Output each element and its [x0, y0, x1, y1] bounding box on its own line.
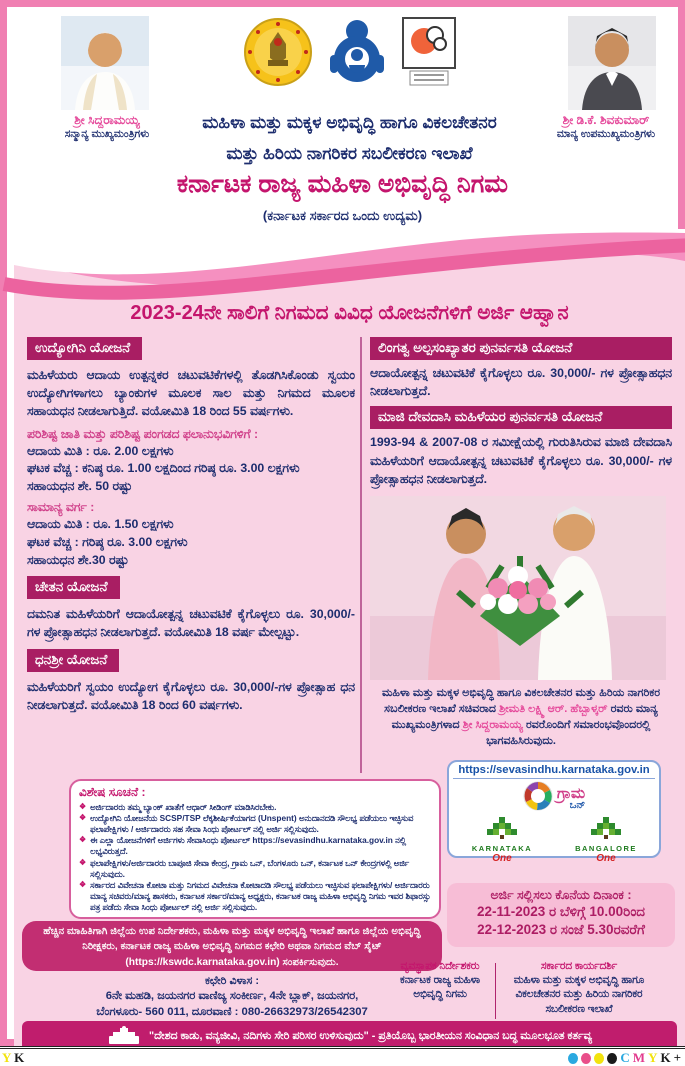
pink-body	[14, 229, 685, 1046]
deadline-box	[447, 883, 675, 947]
signatory-divider	[495, 963, 496, 1019]
print-letter-c: C	[620, 1050, 630, 1065]
bangalore-one-logo	[563, 817, 649, 864]
column-divider	[360, 337, 362, 773]
event-photo	[370, 496, 666, 680]
special-note-box	[69, 779, 441, 919]
footer-banner-text: "ದೇಶದ ಕಾಡು, ವನ್ಯಜೀವಿ, ನದಿಗಳು ಸೇರಿ ಪರಿಸರ ಉಳಿಸುವುದು" - ಪ್ರತಿಯೊಬ್ಬ ಭಾರತೀಯನ ಸಂವಿಧಾನ ಬದ್ಧ ಮೂಲಭೂತ ಕರ್ತವ್ಯ	[148, 1030, 593, 1042]
note-bullet-text: ಅರ್ಜಿದಾರರು ತಮ್ಮ ಬ್ಯಾಂಕ್ ಖಾತೆಗೆ ಆಧಾರ್ ಸೀಡಿಂಗ್ ಮಾಡಿಸಿರಬೇಕು.	[90, 802, 277, 812]
gen-line: ಆದಾಯ ಮಿತಿ : ರೂ. 1.50 ಲಕ್ಷಗಳು	[27, 517, 174, 532]
black-dot-icon	[607, 1053, 617, 1064]
print-marks-left	[2, 1050, 24, 1066]
kswdc-logo-icon	[402, 17, 456, 92]
dcm-photo	[568, 16, 656, 110]
secretary-org: ಮಹಿಳಾ ಮತ್ತು ಮಕ್ಕಳ ಅಭಿವೃದ್ಧಿ ಹಾಗೂ ವಿಕಲಚೇತನರ ಮತ್ತು ಹಿರಿಯ ನಾಗರಿಕರ ಸಬಲೀಕರಣ ಇಲಾಖೆ	[513, 975, 645, 1015]
one-word-kn: ಒನ್	[569, 800, 586, 811]
diamond-bullet-icon: ❖	[79, 857, 87, 867]
cm-name-inline: ಶ್ರೀ ಸಿದ್ದರಾಮಯ್ಯ	[462, 718, 523, 731]
diamond-bullet-icon: ❖	[79, 813, 87, 823]
dcm-name: ಶ್ರೀ ಡಿ.ಕೆ. ಶಿವಕುಮಾರ್	[562, 113, 650, 127]
dhanashree-body: ಮಹಿಳೆಯರಿಗೆ ಸ್ವಯಂ ಉದ್ಯೋಗ ಕೈಗೊಳ್ಳಲು ರೂ. 30,000/-ಗಳ ಪ್ರೋತ್ಸಾಹ ಧನ ನೀಡಲಾಗುತ್ತದೆ. ವಯೋಮಿತಿ 18 ರಿಂದ 60 ವರ್ಷಗಳು.	[27, 679, 355, 713]
department-line2: ಮತ್ತು ಹಿರಿಯ ನಾಗರಿಕರ ಸಬಲೀಕರಣ ಇಲಾಖೆ	[226, 144, 473, 163]
general-heading: ಸಾಮಾನ್ಯ ವರ್ಗ :	[27, 500, 95, 515]
sc-st-heading: ಪರಿಶಿಷ್ಟ ಜಾತಿ ಮತ್ತು ಪರಿಶಿಷ್ಟ ಪಂಗಡದ ಫಲಾನುಭವಿಗಳಿಗೆ :	[27, 426, 259, 441]
print-letter-k: K	[660, 1050, 671, 1065]
header-logos	[225, 17, 475, 91]
scheme-title-devadasi: ಮಾಜಿ ದೇವದಾಸಿ ಮಹಿಳೆಯರ ಪುನರ್ವಸತಿ ಯೋಜನೆ	[370, 406, 672, 429]
sc-line: ಆದಾಯ ಮಿತಿ : ರೂ. 2.00 ಲಕ್ಷಗಳು	[27, 443, 174, 458]
note-bullet	[79, 880, 431, 913]
note-bullet-text: ಫಲಾಪೇಕ್ಷಿಗಳು/ಅರ್ಜಿದಾರರು ಬಾಪೂಜಿ ಸೇವಾ ಕೇಂದ್ರ, ಗ್ರಾಮ ಒನ್, ಬೆಂಗಳೂರು ಒನ್, ಕರ್ನಾಟಕ ಒನ್ ಕೇಂದ್ರಗಳಲ್ಲಿ ಅರ್ಜಿ ಸಲ್ಲಿಸುವುದು.	[90, 857, 410, 879]
caption-part3: ರವರೊಂದಿಗೆ ಸಮಾರಂಭವೊಂದರಲ್ಲಿ ಭಾಗವಹಿಸಿರುವುದು.	[486, 718, 651, 747]
mother-child-icon	[328, 19, 386, 90]
wave-decoration	[14, 229, 685, 309]
karnataka-one-logo	[459, 817, 545, 864]
grama-one-logo	[453, 781, 655, 816]
deadline-heading: ಅರ್ಜಿ ಸಲ್ಲಿಸಲು ಕೊನೆಯ ದಿನಾಂಕ :	[490, 888, 632, 902]
one-logos-row	[453, 817, 655, 864]
office-address-heading: ಕಛೇರಿ ವಿಳಾಸ :	[204, 975, 260, 987]
sevasindhu-portal-box	[447, 760, 661, 864]
karnataka-emblem-icon	[244, 18, 312, 91]
sc-line: ಸಹಾಯಧನ ಶೇ. 50 ರಷ್ಟು	[27, 479, 133, 494]
bangalore-one-name: BANGALORE	[575, 844, 637, 853]
note-bullet	[79, 813, 431, 835]
deadline-line2: 22-12-2023 ರ ಸಂಜೆ 5.30ರವರೆಗೆ	[477, 922, 645, 938]
office-address-line2: ಬೆಂಗಳೂರು- 560 011, ದೂರವಾಣಿ : 080-26632973/26542307	[96, 1006, 368, 1019]
cm-photo	[61, 16, 149, 110]
note-bullet	[79, 858, 431, 880]
md-title: ವ್ಯವಸ್ಥಾಪಕ ನಿರ್ದೇಶಕರು	[400, 961, 480, 972]
scheme-title-udyogini: ಉದ್ಯೋಗಿನಿ ಯೋಜನೆ	[27, 337, 142, 360]
print-strip	[0, 1046, 685, 1063]
diamond-bullet-icon: ❖	[79, 879, 87, 889]
deadline-line1: 22-11-2023 ರ ಬೆಳಿಗ್ಗೆ 10.00ರಿಂದ	[476, 904, 646, 919]
secretary-title: ಸರ್ಕಾರದ ಕಾರ್ಯದರ್ಶಿ	[540, 961, 618, 972]
print-mark-k: K	[14, 1050, 25, 1065]
gen-line: ಸಹಾಯಧನ ಶೇ.30 ರಷ್ಟು	[27, 552, 129, 567]
udyogini-body: ಮಹಿಳೆಯರು ಆದಾಯ ಉತ್ಪನ್ನಕರ ಚಟುವಟಿಕೆಗಳಲ್ಲಿ ತೊಡಗಿಸಿಕೊಂಡು ಸ್ವಯಂ ಉದ್ಯೋಗಿಗಳಾಗಲು ಬ್ಯಾಂಕುಗಳ ಮೂಲಕ ಸಾಲ ಮತ್ತು ನಿಗಮದ ಮೂಲಕ ಸಹಾಯಧನ ನೀಡಲಾಗುತ್ತಿದೆ. ವಯೋಮಿತಿ 18 ರಿಂದ 55 ವರ್ಷಗಳು.	[27, 368, 355, 419]
department-name	[137, 107, 562, 169]
md-org: ಕರ್ನಾಟಕ ರಾಜ್ಯ ಮಹಿಳಾ ಅಭಿವೃದ್ಧಿ ನಿಗಮ	[400, 975, 480, 1001]
karnataka-one-one: One	[492, 853, 512, 864]
note-bullet-text: ಸರ್ಕಾರದ ವಿವೇಚನಾ ಕೋಟಾ ಮತ್ತು ನಿಗಮದ ವಿವೇಚನಾ ಕೋಟಾದಡಿ ಸೌಲಭ್ಯ ಪಡೆಯಲು ಇಚ್ಛಿಸುವ ಫಲಾಪೇಕ್ಷಿಗಳು/ ಅರ್ಜಿದಾರರು ಮಾನ್ಯ ಸಚಿವರು/ಮಾನ್ಯ ಶಾಸಕರು, ಕರ್ನಾಟಕ ಸರ್ಕಾರ/ಮಾನ್ಯ ಅಧ್ಯಕ್ಷರು, ಕರ್ನಾಟಕ ರಾಜ್ಯ ಮಹಿಳಾ ಅಭಿವೃದ್ಧಿ ನಿಗಮ ಇವರ ಶಿಫಾರಸ್ಸು ಪತ್ರ ಪಡೆದು ಸೇವಾ ಸಿಂಧು ಪೋರ್ಟಲ್ ನಲ್ಲಿ ಅರ್ಜಿ ಸಲ್ಲಿಸುವುದು.	[90, 879, 431, 912]
note-bullet	[79, 802, 431, 813]
diamond-bullet-icon: ❖	[79, 835, 87, 845]
note-bullet	[79, 835, 431, 857]
grama-word: ಗ್ರಾಮ	[556, 785, 586, 802]
vidhana-soudha-icon	[107, 1026, 141, 1047]
event-photo-caption	[370, 686, 672, 750]
office-address	[22, 975, 442, 1021]
scheme-title-chetana: ಚೇತನ ಯೋಜನೆ	[27, 576, 120, 599]
bangalore-one-one: One	[596, 853, 616, 864]
main-headline: 2023-24ನೇ ಸಾಲಿಗೆ ನಿಗಮದ ವಿವಿಧ ಯೋಜನೆಗಳಿಗೆ ಅರ್ಜಿ ಆಹ್ವಾನ	[130, 302, 569, 324]
org-title: ಕರ್ನಾಟಕ ರಾಜ್ಯ ಮಹಿಳಾ ಅಭಿವೃದ್ಧಿ ನಿಗಮ	[176, 170, 509, 198]
note-bullet-text: ಈ ಎಲ್ಲಾ ಯೋಜನೆಗಳಿಗೆ ಅರ್ಜಿಗಳು ಸೇವಾಸಿಂಧು ಪೋರ್ಟಲ್ https://sevasindhu.karnataka.gov.in ನಲ್ಲಿ ಲಭ್ಯವಿರುತ್ತದೆ.	[90, 835, 407, 857]
office-address-line1: 6ನೇ ಮಹಡಿ, ಜಯನಗರ ವಾಣಿಜ್ಯ ಸಂಕೀರ್ಣ, 4ನೇ ಬ್ಲಾಕ್, ಜಯನಗರ,	[105, 990, 359, 1002]
signatory-secretary	[500, 961, 658, 1017]
cyan-dot-icon	[568, 1053, 578, 1064]
scheme-title-dhanashree: ಧನಶ್ರೀ ಯೋಜನೆ	[27, 649, 119, 672]
cm-name: ಶ್ರೀ ಸಿದ್ದರಾಮಯ್ಯ	[74, 113, 140, 127]
note-bullet-text: ಉದ್ಯೋಗಿನಿ ಯೋಜನೆಯ SCSP/TSP ಲೆಕ್ಕಶೀರ್ಷಿಕೆಯಾಗದ (Unspent) ಅನುದಾನದಡಿ ಸೌಲಭ್ಯ ಪಡೆಯಲು ಇಚ್ಛಿಸುವ ಫಲಾಪೇಕ್ಷಿಗಳು / ಅರ್ಜಿದಾರರು ಸಹ ಸೇವಾ ಸಿಂಧು ಪೋರ್ಟಲ್ ನಲ್ಲಿ ಅರ್ಜಿ ಸಲ್ಲಿಸುವುದು.	[90, 813, 414, 835]
print-mark-y: Y	[2, 1050, 11, 1065]
print-letter-m: M	[632, 1050, 646, 1065]
org-subtitle: (ಕರ್ನಾಟಕ ಸರ್ಕಾರದ ಒಂದು ಉದ್ಯಮ)	[262, 208, 423, 223]
diamond-bullet-icon: ❖	[79, 802, 87, 811]
grama-one-text	[557, 786, 585, 811]
dcm-title: ಮಾನ್ಯ ಉಪಮುಖ್ಯಮಂತ್ರಿಗಳು	[556, 128, 656, 140]
print-marks-right	[568, 1050, 681, 1066]
caption-part2: ರವರು ಮಾನ್ಯ ಮುಖ್ಯಮಂತ್ರಿಗಳಾದ	[391, 702, 658, 731]
department-line1: ಮಹಿಳಾ ಮತ್ತು ಮಕ್ಕಳ ಅಭಿವೃದ್ಧಿ ಹಾಗೂ ವಿಕಲಚೇತನರ	[202, 113, 497, 132]
cm-title: ಸನ್ಮಾನ್ಯ ಮುಖ್ಯಮಂತ್ರಿಗಳು	[64, 128, 150, 140]
caption-part1: ಮಹಿಳಾ ಮತ್ತು ಮಕ್ಕಳ ಅಭಿವೃದ್ಧಿ ಹಾಗೂ ವಿಕಲಚೇತನರ ಮತ್ತು ಹಿರಿಯ ನಾಗರಿಕರ ಸಬಲೀಕರಣ ಇಲಾಖೆ ಸಚಿವರಾದ	[381, 686, 661, 715]
scheme-title-lingatva: ಲಿಂಗತ್ವ ಅಲ್ಪಸಂಖ್ಯಾತರ ಪುನರ್ವಸತಿ ಯೋಜನೆ	[370, 337, 672, 360]
karnataka-one-name: KARNATAKA	[471, 844, 533, 853]
signatory-md	[386, 961, 494, 1003]
chetana-body: ದಮನಿತ ಮಹಿಳೆಯರಿಗೆ ಆದಾಯೋತ್ಪನ್ನ ಚಟುವಟಿಕೆ ಕೈಗೊಳ್ಳಲು ರೂ. 30,000/- ಗಳ ಪ್ರೋತ್ಸಾಹಧನ ನೀಡಲಾಗುತ್ತದೆ. ವಯೋಮಿತಿ 18 ವರ್ಷ ಮೇಲ್ಪಟ್ಟು.	[27, 606, 355, 639]
karnataka-one-tree-icon	[487, 817, 517, 839]
sc-line: ಘಟಕ ವೆಚ್ಚ : ಕನಿಷ್ಠ ರೂ. 1.00 ಲಕ್ಷದಿಂದ ಗರಿಷ್ಠ ರೂ. 3.00 ಲಕ್ಷಗಳು	[27, 461, 300, 476]
print-letter-y: Y	[648, 1050, 658, 1065]
special-note-title: ವಿಶೇಷ ಸೂಚನೆ :	[79, 785, 146, 799]
bangalore-one-tree-icon	[591, 817, 621, 839]
devadasi-body: 1993-94 & 2007-08 ರ ಸಮೀಕ್ಷೆಯಲ್ಲಿ ಗುರುತಿಸಿರುವ ಮಾಜಿ ದೇವದಾಸಿ ಮಹಿಳೆಯರಿಗೆ ಆದಾಯೋತ್ಪನ್ನ ಚಟುವಟಿಕೆ ಕೈಗೊಳ್ಳಲು ರೂ. 30,000/- ಗಳ ಪ್ರೋತ್ಸಾಹಧನ ನೀಡಲಾಗುತ್ತದೆ.	[370, 435, 672, 486]
grama-one-wheel-icon	[523, 781, 553, 816]
gen-line: ಘಟಕ ವೆಚ್ಚ : ಗರಿಷ್ಠ ರೂ. 3.00 ಲಕ್ಷಗಳು	[27, 534, 188, 549]
right-column	[370, 337, 672, 750]
print-letter-plus: +	[673, 1050, 681, 1065]
lingatva-body: ಆದಾಯೋತ್ಪನ್ನ ಚಟುವಟಿಕೆ ಕೈಗೊಳ್ಳಲು ರೂ. 30,000/- ಗಳ ಪ್ರೋತ್ಸಾಹಧನ ನೀಡಲಾಗುತ್ತದೆ.	[370, 366, 672, 399]
yellow-dot-icon	[594, 1053, 604, 1064]
left-column	[27, 337, 355, 720]
sevasindhu-url: https://sevasindhu.karnataka.gov.in	[453, 764, 655, 779]
more-info-box: ಹೆಚ್ಚಿನ ಮಾಹಿತಿಗಾಗಿ ಜಿಲ್ಲೆಯ ಉಪ ನಿರ್ದೇಶಕರು, ಮಹಿಳಾ ಮತ್ತು ಮಕ್ಕಳ ಅಭಿವೃದ್ಧಿ ಇಲಾಖೆ ಹಾಗೂ ಜಿಲ್ಲೆಯ ಅಭಿವೃದ್ಧಿ ನಿರೀಕ್ಷಕರು, ಕರ್ನಾಟಕ ರಾಜ್ಯ ಮಹಿಳಾ ಅಭಿವೃದ್ಧಿ ನಿಗಮದ ಕಛೇರಿ ಅಥವಾ ನಿಗಮದ ವೆಬ್ ಸೈಟ್ (https://kswdc.karnataka.gov.in) ಸಂಪರ್ಕಿಸುವುದು.	[22, 921, 442, 971]
minister-name: ಶ್ರೀಮತಿ ಲಕ್ಷ್ಮಿ ಆರ್. ಹೆಬ್ಬಾಳ್ಕರ್	[499, 702, 608, 715]
magenta-dot-icon	[581, 1053, 591, 1064]
